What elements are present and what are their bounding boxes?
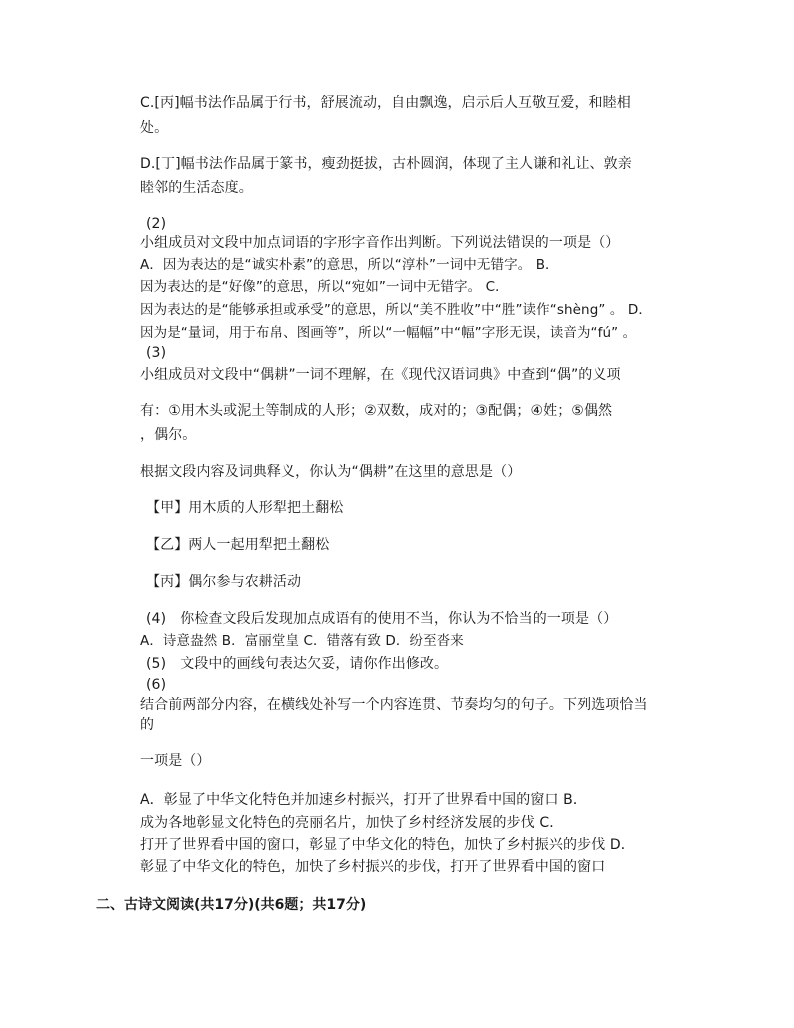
question-6-stem-3: 一项是（） [140, 753, 211, 769]
question-6-option-c: 打开了世界看中国的窗口，彰显了中华文化的特色，加快了乡村振兴的步伐 D． [140, 837, 635, 853]
question-2-option-d: 因为是“量词，用于布帛、图画等”，所以“一幅幅”中“幅”字形无误，读音为“fú” 。 [140, 325, 637, 341]
question-6-option-b: 成为各地彰显文化特色的亮丽名片，加快了乡村经济发展的步伐 C． [140, 815, 564, 831]
question-3-stem-3: ，偶尔。 [140, 427, 197, 443]
question-3-option-yi: 【乙】两人一起用犁把土翻松 [146, 537, 330, 553]
option-d-line-1: D.[丁]幅书法作品属于篆书，瘦劲挺拔，古朴圆润，体现了主人谦和礼让、敦亲 [140, 156, 632, 172]
question-3-stem-1: 小组成员对文段中“偶耕”一词不理解，在《现代汉语词典》中查到“偶”的义项 [140, 367, 621, 383]
option-d-line-2: 睦邻的生活态度。 [140, 180, 253, 196]
question-6-option-a: A．彰显了中华文化特色并加速乡村振兴，打开了世界看中国的窗口 B． [140, 792, 587, 808]
question-3-prompt: 根据文段内容及词典释义，你认为“偶耕”在这里的意思是（） [140, 464, 522, 480]
question-6-stem-1: 结合前两部分内容，在横线处补写一个内容连贯、节奏均匀的句子。下列选项恰当 [140, 697, 648, 713]
question-2-option-a: A．因为表达的是“诚实朴素”的意思，所以“淳朴”一词中无错字。 B． [140, 257, 559, 273]
question-6-stem-2: 的 [140, 717, 155, 733]
section-heading: 二、古诗文阅读(共17分)(共6题；共17分) [96, 897, 367, 913]
option-c-line-1: C.[丙]幅书法作品属于行书，舒展流动，自由飘逸，启示后人互敬互爱，和睦相 [140, 95, 631, 111]
question-3-option-bing: 【丙】偶尔参与农耕活动 [146, 574, 302, 590]
question-6-option-d: 彰显了中华文化的特色，加快了乡村振兴的步伐，打开了世界看中国的窗口 [140, 859, 606, 875]
question-5-stem: (5) 文段中的画线句表达欠妥，请你作出修改。 [146, 656, 449, 672]
option-c-line-2: 处。 [140, 120, 169, 136]
question-3-stem-2: 有：①用木头或泥土等制成的人形；②双数，成对的；③配偶；④姓；⑤偶然 [140, 403, 613, 419]
question-2-option-b: 因为表达的是“好像”的意思，所以“宛如”一词中无错字。 C． [140, 279, 509, 295]
question-3-number: (3) [146, 345, 167, 361]
question-4-stem: (4) 你检查文段后发现加点成语有的使用不当，你认为不恰当的一项是（） [146, 611, 618, 627]
question-2-stem: 小组成员对文段中加点词语的字形字音作出判断。下列说法错误的一项是（） [140, 235, 620, 251]
question-3-option-jia: 【甲】用木质的人形犁把土翻松 [146, 500, 344, 516]
question-4-options: A．诗意盎然 B．富丽堂皇 C．错落有致 D．纷至沓来 [140, 633, 464, 649]
question-2-number: (2) [146, 216, 167, 232]
question-2-option-c: 因为表达的是“能够承担或承受”的意思，所以“美不胜收”中“胜”读作“shèng” 。 D． [140, 302, 652, 318]
question-6-number: (6) [146, 677, 167, 693]
